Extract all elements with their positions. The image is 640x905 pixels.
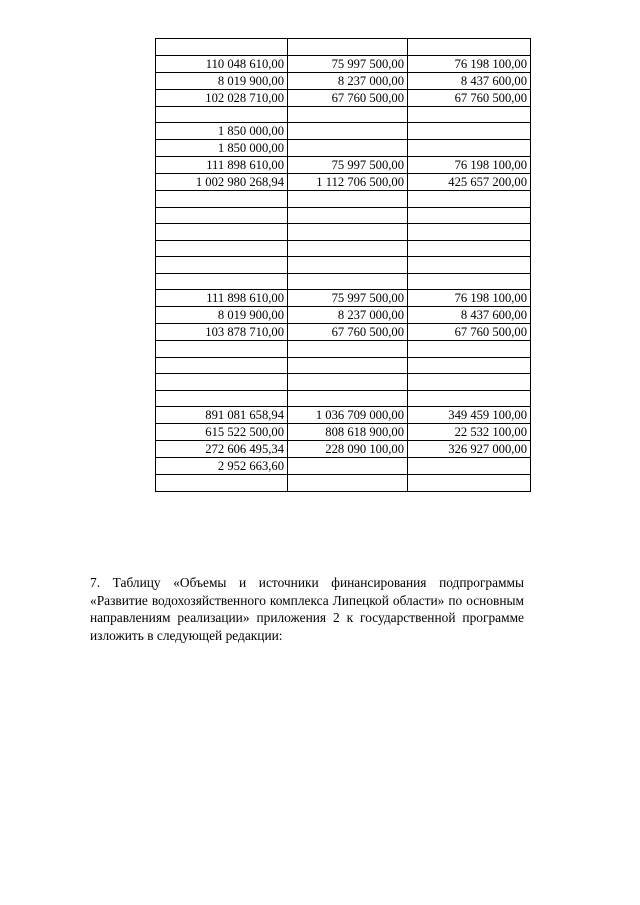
table-cell bbox=[288, 39, 408, 56]
table-cell bbox=[408, 357, 531, 374]
table-cell bbox=[156, 390, 288, 407]
table-cell bbox=[156, 207, 288, 224]
table-row bbox=[156, 55, 531, 72]
table-cell bbox=[156, 224, 288, 241]
table-row bbox=[156, 390, 531, 407]
table-cell bbox=[408, 475, 531, 492]
financing-table-body bbox=[156, 39, 531, 492]
table-cell bbox=[408, 240, 531, 257]
table-cell: 1 112 706 500,00 bbox=[288, 174, 408, 191]
table-cell bbox=[408, 140, 531, 157]
table-row bbox=[156, 407, 531, 424]
table-cell bbox=[408, 191, 531, 208]
table-cell bbox=[408, 106, 531, 123]
table-cell: 110 048 610,00 bbox=[156, 55, 288, 72]
table-cell: 22 532 100,00 bbox=[408, 424, 531, 441]
table-row bbox=[156, 157, 531, 174]
table-cell bbox=[156, 257, 288, 274]
table-row bbox=[156, 72, 531, 89]
table-cell: 76 198 100,00 bbox=[408, 290, 531, 307]
table-cell: 75 997 500,00 bbox=[288, 157, 408, 174]
table-cell bbox=[408, 224, 531, 241]
table-cell bbox=[288, 273, 408, 290]
table-row bbox=[156, 224, 531, 241]
table-cell: 615 522 500,00 bbox=[156, 424, 288, 441]
table-cell bbox=[408, 390, 531, 407]
table-row bbox=[156, 341, 531, 358]
table-cell bbox=[408, 123, 531, 140]
table-cell bbox=[156, 240, 288, 257]
table-cell: 228 090 100,00 bbox=[288, 441, 408, 458]
table-cell bbox=[156, 106, 288, 123]
table-cell bbox=[288, 123, 408, 140]
table-cell: 326 927 000,00 bbox=[408, 441, 531, 458]
table-cell: 808 618 900,00 bbox=[288, 424, 408, 441]
table-cell bbox=[288, 191, 408, 208]
table-cell: 75 997 500,00 bbox=[288, 290, 408, 307]
table-cell: 272 606 495,34 bbox=[156, 441, 288, 458]
table-cell: 8 437 600,00 bbox=[408, 72, 531, 89]
table-cell: 76 198 100,00 bbox=[408, 55, 531, 72]
table-row bbox=[156, 123, 531, 140]
table-cell: 8 437 600,00 bbox=[408, 307, 531, 324]
table-row bbox=[156, 89, 531, 106]
table-cell: 111 898 610,00 bbox=[156, 290, 288, 307]
table-cell: 349 459 100,00 bbox=[408, 407, 531, 424]
table-cell bbox=[288, 390, 408, 407]
table-row bbox=[156, 191, 531, 208]
table-row bbox=[156, 174, 531, 191]
amendment-paragraph: 7. Таблицу «Объемы и источники финансирования подпрограммы «Развитие водохозяйственного комплекса Липецкой области» по основным направлениям реализации» приложения 2 к государственной программе изложить в следующей редакции: bbox=[90, 575, 524, 643]
table-row bbox=[156, 374, 531, 391]
table-cell bbox=[288, 374, 408, 391]
table-cell: 8 019 900,00 bbox=[156, 72, 288, 89]
table-cell: 8 019 900,00 bbox=[156, 307, 288, 324]
table-cell bbox=[156, 39, 288, 56]
table-cell: 67 760 500,00 bbox=[408, 324, 531, 341]
table-cell: 67 760 500,00 bbox=[288, 324, 408, 341]
table-row bbox=[156, 106, 531, 123]
table-cell bbox=[288, 341, 408, 358]
table-cell bbox=[408, 374, 531, 391]
table-row bbox=[156, 475, 531, 492]
table-cell bbox=[408, 257, 531, 274]
table-cell bbox=[288, 140, 408, 157]
table-cell: 8 237 000,00 bbox=[288, 72, 408, 89]
table-cell: 1 036 709 000,00 bbox=[288, 407, 408, 424]
table-cell bbox=[408, 39, 531, 56]
table-row bbox=[156, 441, 531, 458]
table-row bbox=[156, 273, 531, 290]
table-row bbox=[156, 207, 531, 224]
table-cell: 67 760 500,00 bbox=[408, 89, 531, 106]
table-cell bbox=[288, 106, 408, 123]
table-cell bbox=[288, 475, 408, 492]
table-row bbox=[156, 324, 531, 341]
table-row bbox=[156, 240, 531, 257]
table-row bbox=[156, 307, 531, 324]
table-cell bbox=[156, 374, 288, 391]
table-cell: 103 878 710,00 bbox=[156, 324, 288, 341]
table-cell bbox=[288, 207, 408, 224]
table-cell: 891 081 658,94 bbox=[156, 407, 288, 424]
table-cell: 111 898 610,00 bbox=[156, 157, 288, 174]
table-cell bbox=[408, 458, 531, 475]
table-row bbox=[156, 257, 531, 274]
table-cell bbox=[408, 273, 531, 290]
table-cell: 75 997 500,00 bbox=[288, 55, 408, 72]
table-cell: 76 198 100,00 bbox=[408, 157, 531, 174]
table-cell: 1 850 000,00 bbox=[156, 123, 288, 140]
table-row bbox=[156, 424, 531, 441]
table-cell bbox=[408, 341, 531, 358]
table-cell bbox=[408, 207, 531, 224]
table-cell: 102 028 710,00 bbox=[156, 89, 288, 106]
table-cell bbox=[288, 458, 408, 475]
table-row bbox=[156, 140, 531, 157]
table-row bbox=[156, 39, 531, 56]
table-cell: 1 002 980 268,94 bbox=[156, 174, 288, 191]
table-cell bbox=[156, 341, 288, 358]
table-cell: 1 850 000,00 bbox=[156, 140, 288, 157]
table-cell: 8 237 000,00 bbox=[288, 307, 408, 324]
table-cell bbox=[156, 191, 288, 208]
table-row bbox=[156, 458, 531, 475]
table-cell bbox=[156, 273, 288, 290]
table-cell: 67 760 500,00 bbox=[288, 89, 408, 106]
table-cell bbox=[288, 257, 408, 274]
table-cell bbox=[156, 475, 288, 492]
table-cell bbox=[288, 240, 408, 257]
table-row bbox=[156, 357, 531, 374]
table-cell bbox=[156, 357, 288, 374]
table-cell bbox=[288, 357, 408, 374]
table-cell: 2 952 663,60 bbox=[156, 458, 288, 475]
table-row bbox=[156, 290, 531, 307]
table-cell: 425 657 200,00 bbox=[408, 174, 531, 191]
financing-table bbox=[155, 38, 531, 492]
table-cell bbox=[288, 224, 408, 241]
